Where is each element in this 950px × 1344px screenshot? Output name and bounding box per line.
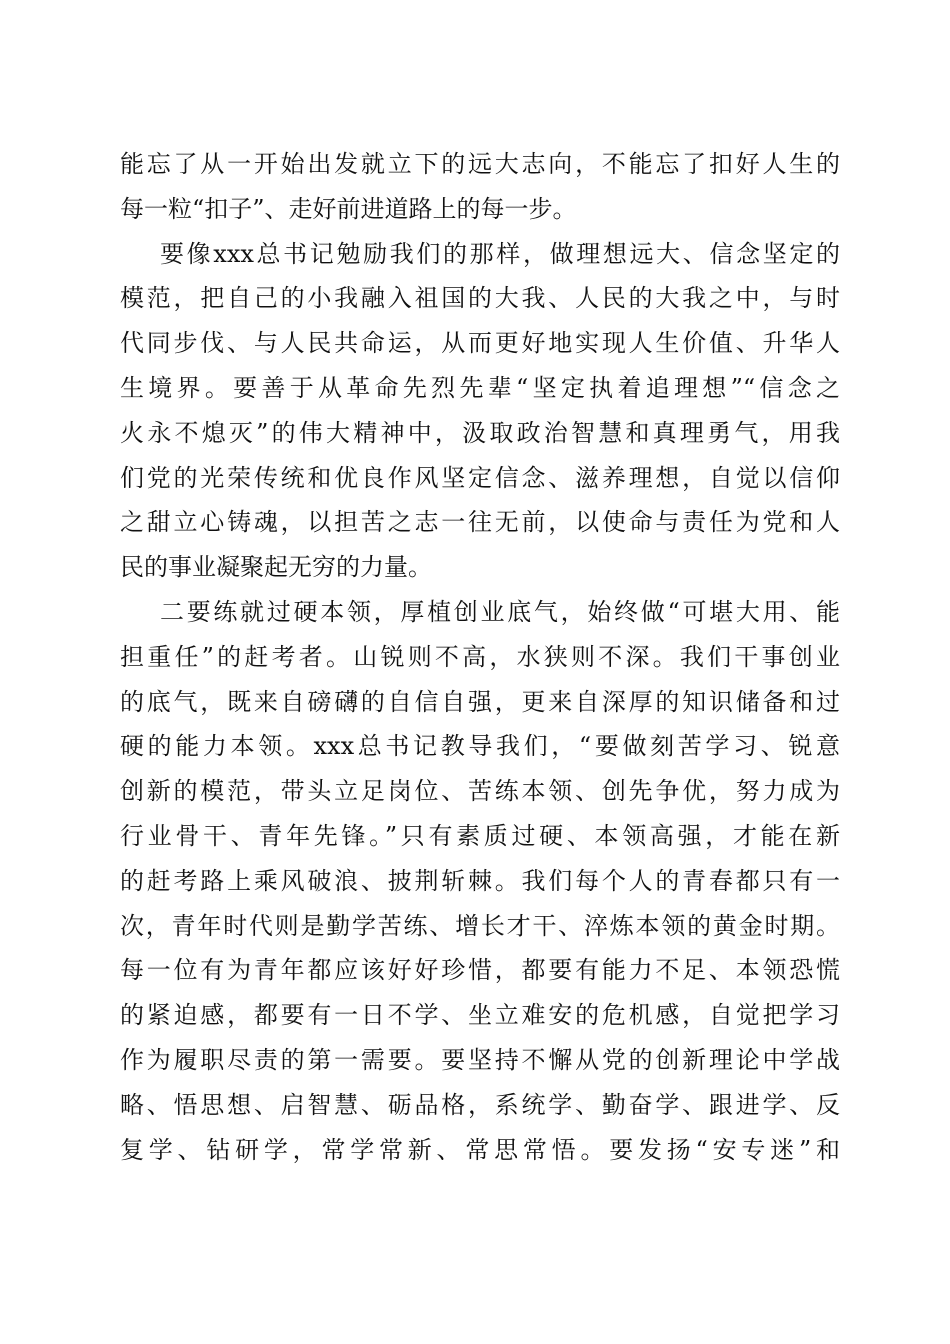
body-text bbox=[120, 142, 840, 1172]
paragraph-first-line: 要像xxx总书记勉励我们的那样，做理想远大、信念坚定的 bbox=[160, 239, 840, 268]
text-line: 的紧迫感，都要有一日不学、坐立难安的危机感，自觉把学习 bbox=[120, 1001, 840, 1030]
text-line: 担重任”的赶考者。山锐则不高，水狭则不深。我们干事创业 bbox=[120, 642, 840, 671]
text-line: 火永不熄灭”的伟大精神中，汲取政治智慧和真理勇气，用我 bbox=[120, 418, 840, 447]
text-line: 的底气，既来自磅礴的自信自强，更来自深厚的知识储备和过 bbox=[120, 687, 840, 716]
text-line: 能忘了从一开始出发就立下的远大志向，不能忘了扣好人生的 bbox=[120, 150, 840, 178]
text-line: 代同步伐、与人民共命运，从而更好地实现人生价值、升华人 bbox=[120, 329, 840, 358]
text-line: 每一位有为青年都应该好好珍惜，都要有能力不足、本领恐慌 bbox=[120, 956, 840, 985]
text-line: 行业骨干、青年先锋。”只有素质过硬、本领高强，才能在新 bbox=[120, 821, 840, 850]
text-line: 略、悟思想、启智慧、砺品格，系统学、勤奋学、跟进学、反 bbox=[120, 1090, 840, 1119]
text-line: 每一粒“扣子”、走好前进道路上的每一步。 bbox=[120, 194, 577, 223]
paragraph-first-line: 二要练就过硬本领，厚植创业底气，始终做“可堪大用、能 bbox=[160, 597, 840, 626]
text-line: 作为履职尽责的第一需要。要坚持不懈从党的创新理论中学战 bbox=[120, 1045, 840, 1074]
text-line: 民的事业凝聚起无穷的力量。 bbox=[120, 553, 432, 582]
text-line: 复学、钻研学，常学常新、常思常悟。要发扬“安专迷”和 bbox=[120, 1135, 840, 1164]
text-line: 生境界。要善于从革命先烈先辈“坚定执着追理想”“信念之 bbox=[120, 373, 840, 402]
text-line: 的赶考路上乘风破浪、披荆斩棘。我们每个人的青春都只有一 bbox=[120, 866, 840, 895]
text-line: 创新的模范，带头立足岗位、苦练本领、创先争优，努力成为 bbox=[120, 777, 840, 806]
text-line: 们党的光荣传统和优良作风坚定信念、滋养理想，自觉以信仰 bbox=[120, 463, 840, 492]
text-line: 硬的能力本领。xxx总书记教导我们，“要做刻苦学习、锐意 bbox=[120, 732, 840, 761]
text-line: 次，青年时代则是勤学苦练、增长才干、淬炼本领的黄金时期。 bbox=[120, 911, 840, 940]
text-line: 模范，把自己的小我融入祖国的大我、人民的大我之中，与时 bbox=[120, 284, 840, 313]
text-line: 之甜立心铸魂，以担苦之志一往无前，以使命与责任为党和人 bbox=[120, 508, 840, 537]
